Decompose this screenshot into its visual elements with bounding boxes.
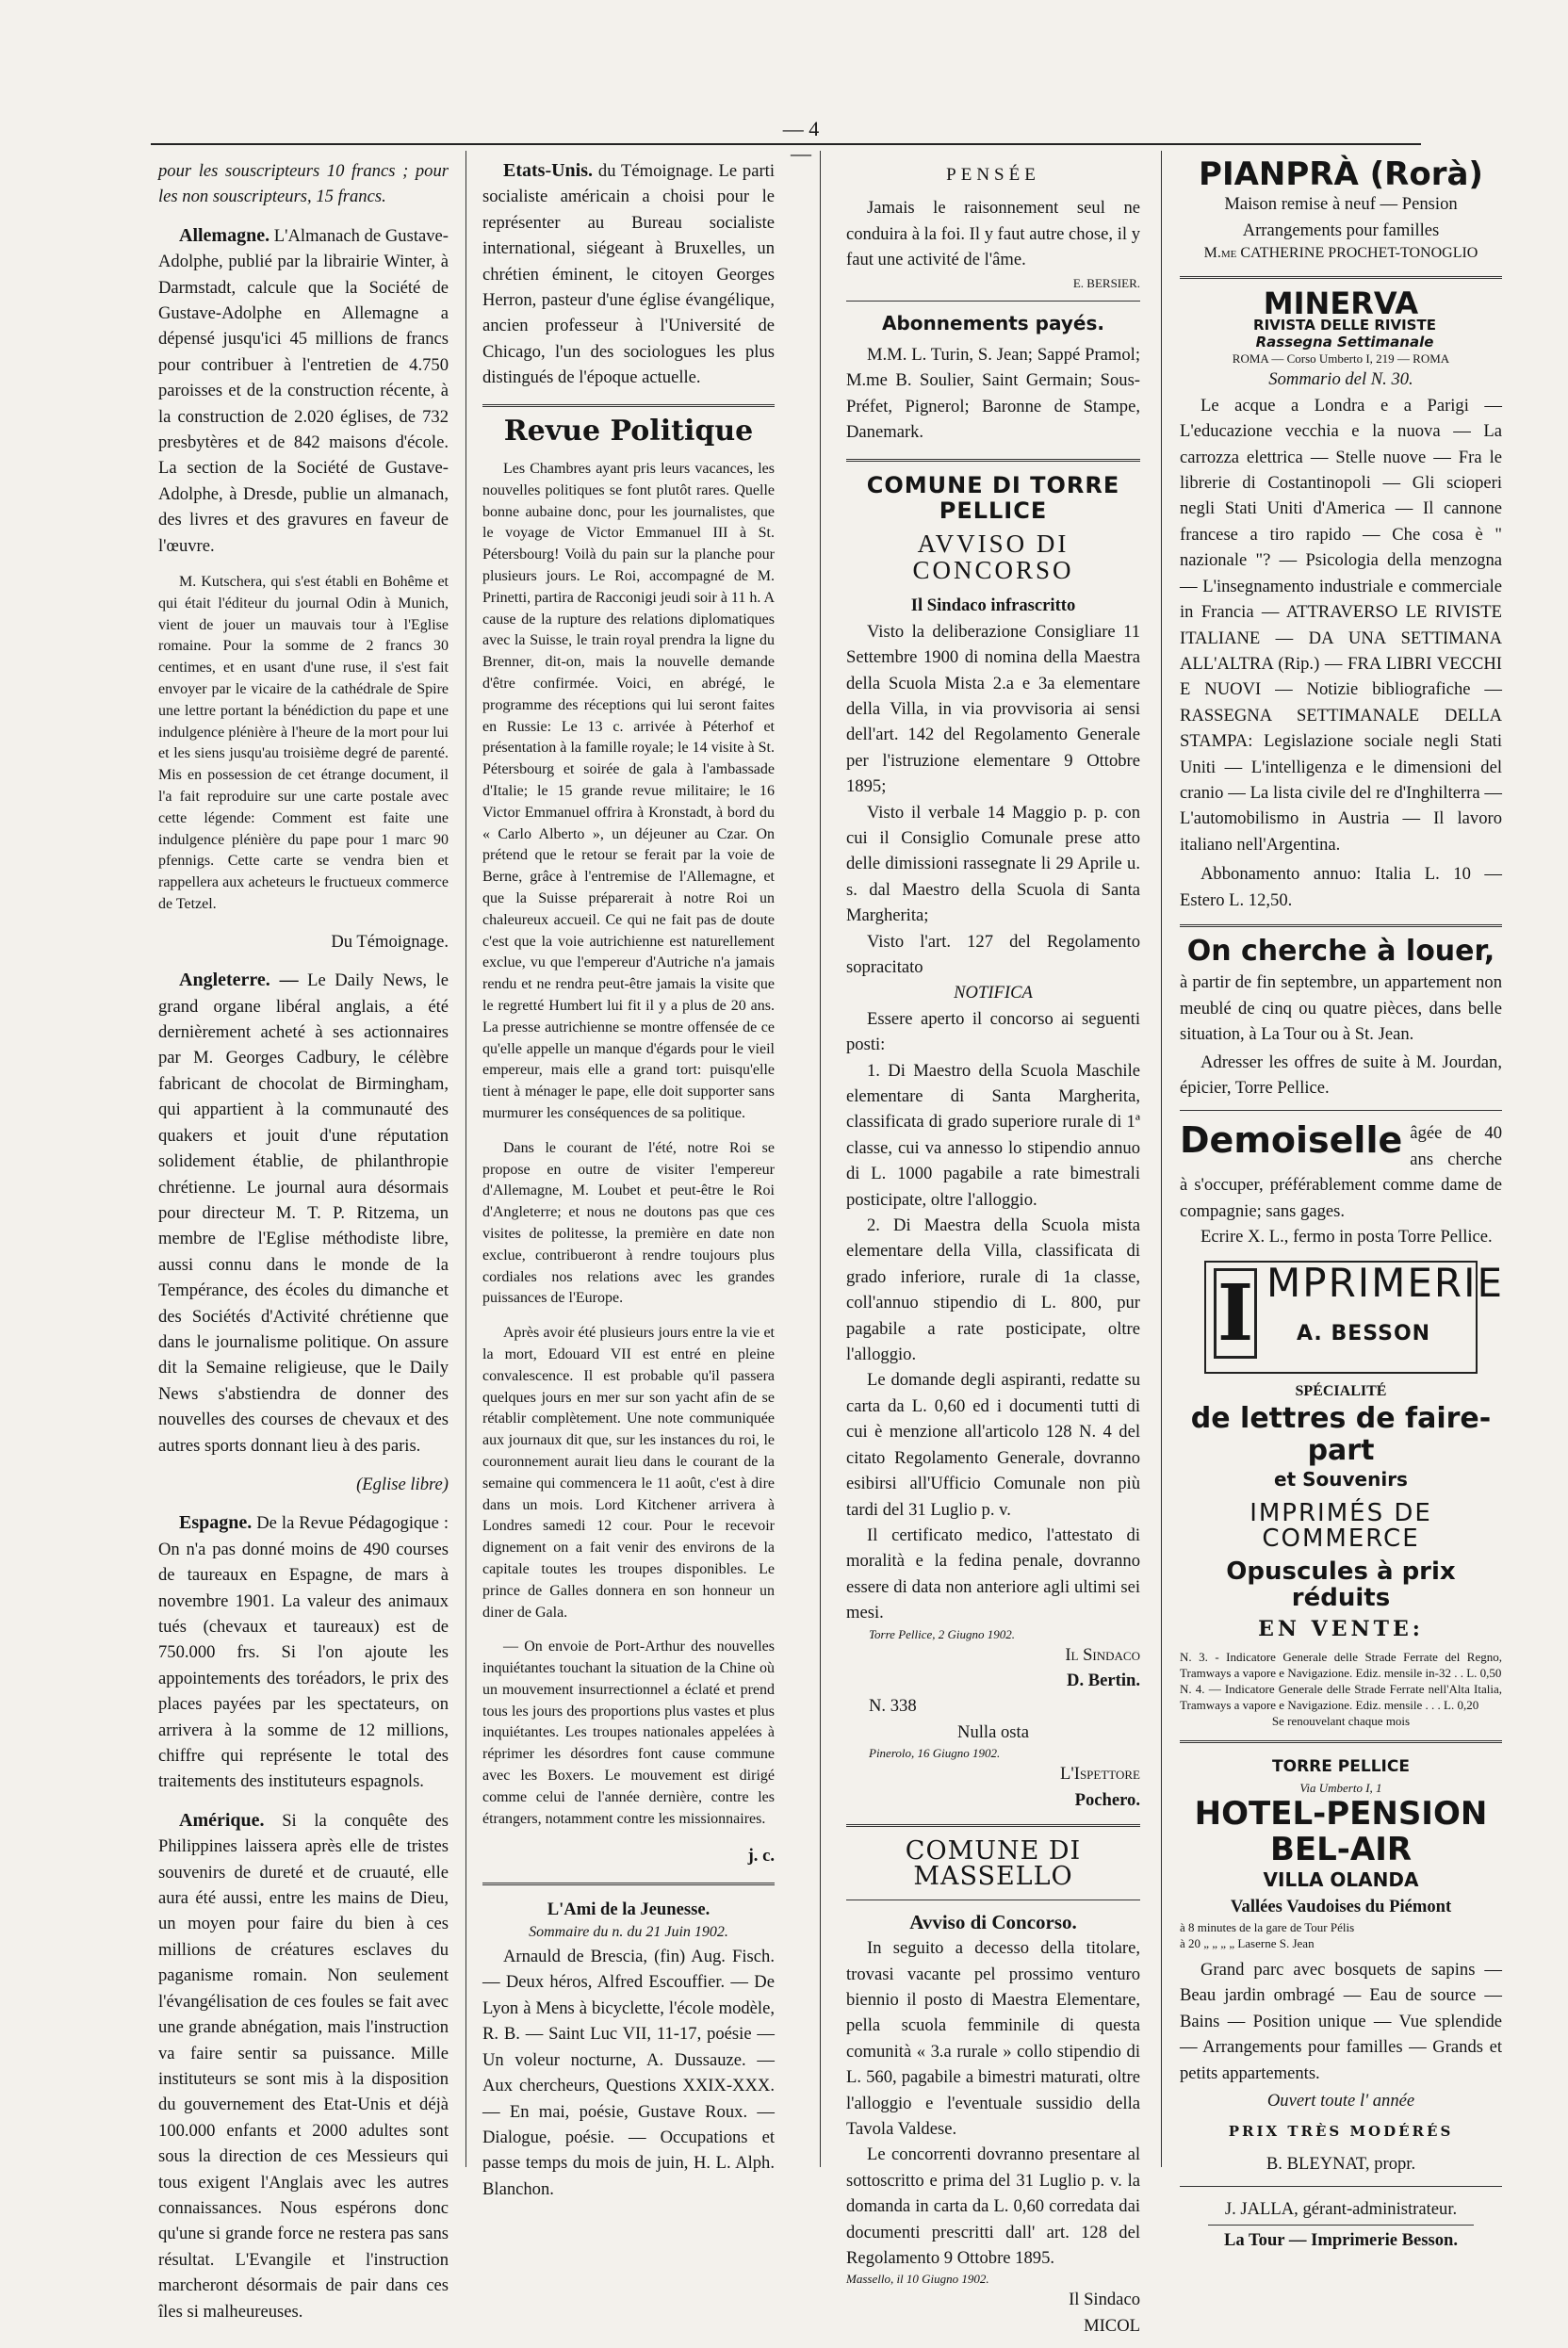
imprimerie-name: A. BESSON [1297,1322,1431,1346]
ami-date: Sommaire du n. du 21 Juin 1902. [529,1924,728,1941]
ispettore-label: L'Ispettore [1060,1764,1140,1785]
avviso-paragraph: Visto il verbale 14 Maggio p. p. con cui il Consiglio Comunale prese atto delle dimissioni rassegnate li 29 Aprile u. s. dal Maestro della Scuola di Santa Margherita; [846,802,1140,926]
sindaco-label: Il Sindaco [1065,1644,1140,1665]
revue-signature: j. c. [747,1846,775,1867]
ad-minerva-title: MINERVA [1263,285,1419,322]
avviso-paragraph: 2. Di Maestra della Scuola mista elementare della Villa, classificata di grado inferiore, rurale di 1a classe, coll'annuo stipendio di L. 800, pur pagabile a rate posticipate, oltre l'alloggio. [846,1215,1140,1365]
column-divider [820,151,821,2167]
massello-avviso-title: Avviso di Concorso. [909,1910,1077,1933]
ad-opuscules: Opuscules à prix réduits [1226,1557,1456,1612]
article-allemagne: Allemagne. L'Almanach de Gustave-Adolphe, publié par la librairie Winter, à Darmstadt, calcule que la Société de Gustave-Adolphe en Allemagne a dépensé jusqu'ici 45 millions de francs pour contribuer à l'entretien de 4.750 paroisses et de la construction récente, à la construction de 2.020 églises, de 732 presbytères et de 842 maisons d'école. La section de la Société de Gustave-Adolphe, à Dresde, publie un almanach, des livres et des gravures en faveur de l'œuvre. [158,224,449,556]
ad-pianpra-title: PIANPRÀ (Rorà) [1199,155,1483,193]
ad-hotel-prices: PRIX TRÈS MODÉRÉS [1228,2123,1454,2141]
article-keyword: Etats-Unis. [503,160,594,181]
page-number: — 4 — [782,117,820,165]
section-rule [1180,924,1502,927]
sindaco-name: D. Bertin. [1067,1670,1140,1690]
revue-paragraph: Après avoir été plusieurs jours entre la vie et la mort, Edouard VII est entré en pleine convalescence. Il est probable qu'il passera quelques jours en mer sur son yacht afin de se rétablir complètement. Une note communiquée aux journaux dit que, sur les instances du roi, le couronnement aurait lieu dans le courant de la semaine qui commencera le 11 août, c'est à dire dans un mois. Lord Kitchener arrivera à Londres samedi 12 cour. Pour le recevoir dignement on a fait venir des environs de la capitale toutes les troupes disponibles. Le prince de Galles donnera en son honneur un diner de Gala. [482,1325,775,1621]
section-rule [482,1883,775,1885]
article-keyword: Angleterre. — [179,970,299,991]
avviso-number: N. 338 [869,1696,917,1717]
ad-hotel-region: Vallées Vaudoises du Piémont [1230,1896,1452,1916]
ad-en-vente: EN VENTE: [1258,1617,1424,1642]
massello-sindaco-name: MICOL [1084,2315,1140,2336]
ad-demoiselle-title: Demoiselle [1180,1119,1403,1162]
ad-demoiselle-body: âgée de 40 ans cherche à s'occuper, préférablement comme dame de compagnie; sans gages. [1180,1123,1502,1221]
ad-hotel-street: Via Umberto I, 1 [1299,1781,1382,1796]
ami-summary: Arnauld de Brescia, (fin) Aug. Fisch. — Deux héros, Alfred Escouffier. — De Lyon à Mens à bicyclette, l'école modèle, R. B. — Saint Luc VII, 11-17, poésie — Un voleur nocturne, A. Dussauze. — Aux chercheurs, Questions XXIX-XXX. — En mai, poésie, Gustave Roux. — Dialogue, poésie. — Occupations et passe temps du mois de juin, H. L. Alph. Blanchon. [482,1947,775,2199]
ad-souvenirs: et Souvenirs [1274,1468,1408,1492]
section-rule [1180,1740,1502,1743]
column-2 [482,158,775,2215]
section-title-revue-politique: Revue Politique [503,414,754,448]
ad-hotel-open: Ouvert toute l' année [1266,2090,1415,2111]
article-keyword: Espagne. [179,1512,253,1534]
avviso-paragraph: Il certificato medico, l'attestato di moralità e la fedina penale, dovranno essere di data non anteriore agli ultimi sei mesi. [846,1525,1140,1623]
pensee-title: PENSÉE [946,165,1040,185]
revue-paragraph: Les Chambres ayant pris leurs vacances, les nouvelles politiques se font plutôt rares. Quelle bonne aubaine donc, pour les journalistes, que le voyage de Victor Emmanuel III à St. Pétersbourg! Voilà du pain sur la planche pour plusieurs jours. Le Roi, accompagné de M. Prinetti, partira de Racconigi jeudi soir à 11 h. A cause de la rupture des relations diplomatiques avec la Suisse, le train royal prendra la ligne du Brenner, dit-on, mais la nouvelle demande d'être confirmée. Voici, en abrégé, le programme des réceptions qui lui seront faites en Russie: Le 13 c. arrivée à Péterhof et présentation à la famille royale; le 14 visite à St. Pétersbourg et soirée de gala à l'ambassade d'Italie; le 15 grande revue militaire; le 16 Victor Emmanuel offrira à Kronstadt, à bord du « Carlo Alberto », un déjeuner au Czar. On prétend que le retour se ferait par la voie de Berne, grâce à l'entremise de l'Allemagne, et que la Suisse préparerait à notre Roi un chaleureux accueil. Ce qui ne fait pas de doute c'est que la voie autrichienne est naturellement exclue, vu que l'empereur d'Autriche n'a jamais rendu et ne rendra peut-être jamais la visite que le regretté Humbert lui fit il y a plus de 20 ans. La presse autrichienne se montre offensée de ce qu'elle appelle un manque d'égards pour le vieil empereur, mais elle a grand tort: puisqu'elle tient à ménager le pape, elle doit supporter sans murmurer les conséquences de sa politique. [482,461,775,1121]
ad-hotel-distance: à 20 „ „ „ „ Laserne S. Jean [1180,1935,1315,1950]
ad-vente-item: N. 3. - Indicatore Generale delle Strade Ferrate del Regno, Tramways a vapore e Navigazione. Ediz. mensile in-32 . . L. 0,50 [1180,1649,1502,1680]
ad-imprimes: IMPRIMÉS DE COMMERCE [1250,1498,1432,1554]
ad-demoiselle [1180,1120,1502,1224]
abonnements-list: M.M. L. Turin, S. Jean; Sappé Pramol; M.me B. Soulier, Saint Germain; Sous-Préfet, Pignerol; Baronne de Stampe, Danemark. [846,345,1140,443]
comune-massello-title: COMUNE DI MASSELLO [905,1835,1082,1892]
massello-sindaco-label: Il Sindaco [1069,2290,1140,2310]
notifica-heading: NOTIFICA [954,983,1033,1003]
ad-minerva-address: ROMA — Corso Umberto I, 219 — ROMA [1232,351,1450,367]
ad-minerva-subtitle: RIVISTA DELLE RIVISTE Rassegna Settimanale [1253,317,1436,351]
abonnements-title: Abonnements payés. [882,311,1104,334]
ad-lettres: de lettres de faire-part [1190,1402,1492,1468]
ad-hotel-title: HOTEL-PENSION BEL-AIR [1194,1795,1488,1869]
ad-hotel-town: TORRE PELLICE [1272,1756,1410,1776]
comune-torre-title: COMUNE DI TORRE PELLICE [866,471,1120,525]
article-espagne: Espagne. De la Revue Pédagogique : On n'a pas donné moins de 490 courses de taureaux en Espagne, de mars à novembre 1901. La valeur des animaux tués (chevaux et taureaux) est de 750.000 frs. Si l'on ajoute les appointements des toréadors, le prix des places payées par les spectateurs, on arrivera à la somme de 12 millions, chiffre qui représente le total des traitements des instituteurs espagnols. [158,1512,449,1792]
ad-pianpra-body: Maison remise à neuf — Pension Arrangements pour familles [1224,194,1458,240]
ad-louer-body: à partir de fin septembre, un appartement non meublé de cinq ou quatre pièces, dans belle situation, à La Tour ou à St. Jean. [1180,972,1502,1045]
section-rule [846,301,1140,302]
article-kutschera: M. Kutschera, qui s'est établi en Bohême et qui était l'éditeur du journal Odin à Munich, vient de jouer un mauvais tour à l'Eglise romaine. Pour la somme de 2 francs 30 centimes, et en usant d'une ruse, il s'est fait envoyer par le vicaire de la cathédrale de Spire une lettre portant la bénédiction du pape et une indulgence plénière à l'heure de la mort pour lui et les siens jusqu'au troisième degré de parenté. Mis en possession de cet étrange document, il l'a fait reproduire sur une carte postale avec cette légende: Comment est faite une indulgence plénière du pape pour 1 marc 90 pfennigs. Cette carte se vendra bien et rappellera aux acheteurs le fructueux commerce de Tetzel. [158,574,449,913]
avviso-title: AVVISO DI CONCORSO [912,530,1074,584]
ad-vente-note: Se renouvelant chaque mois [1271,1713,1411,1728]
pinerolo-date: Pinerolo, 16 Giugno 1902. [869,1746,1001,1761]
ad-louer-address: Adresser les offres de suite à M. Jourdan, épicier, Torre Pellice. [1180,1052,1502,1099]
avviso-paragraph: Essere aperto il concorso ai seguenti posti: [846,1008,1140,1055]
ad-minerva-body: Le acque a Londra e a Parigi — L'educazione vecchia e la nuova — La carrozza elettrica — Stelle nuove — Fra le librerie di Costantinopoli — Gli scioperi negli Stati Uniti d'America — Il cannone francese a tiro rapido — Che cosa è " nazionale "? — Psicologia della menzogna — L'insegnamento industriale e commerciale in Francia — ATTRAVERSO LE RIVISTE ITALIANE — DA UNA SETTIMANA ALL'ALTRA (Rip.) — FRA LIBRI VECCHI E NUOVI — Notizie bibliografiche — RASSEGNA SETTIMANALE DELLA STAMPA: Legislazione sociale negli Stati Uniti — L'intelligenza e le dimensioni del cranio — La lista civile del re d'Inghilterra — L'automobilismo in Austria — Il lavoro italiano nell'Argentina. [1180,395,1502,855]
ad-louer-title: On cherche à louer, [1186,934,1495,968]
article-angleterre: Angleterre. — Le Daily News, le grand organe libéral anglais, a été dernièrement acheté à ses actionnaires par M. Georges Cadbury, le célèbre fabricant de chocolat de Birmingham, qui appartient à la communauté des quakers et jouit d'une réputation solidement établie, de philanthropie chrétienne. Le journal aura désormais pour directeur M. T. P. Ritzema, un membre de l'Eglise méthodiste libre, aussi connu dans le monde de la Tempérance, des écoles du dimanche et des Sociétés d'Activité chrétienne que dans le journalisme politique. On assure dit la Semaine religieuse, que le Daily News s'abstiendra de donner des nouvelles des courses de chevaux et des autres sports donnant lieu à des paris. [158,970,449,1456]
column-3 [846,158,1140,2339]
ad-demoiselle-address: Ecrire X. L., fermo in posta Torre Pellice. [1200,1227,1493,1247]
ad-minerva-sommario: Sommario del N. 30. [1268,369,1413,390]
section-rule [1208,2225,1474,2226]
ad-minerva-price: Abbonamento annuo: Italia L. 10 — Estero L. 12,50. [1180,864,1502,910]
article-keyword: Amérique. [179,1809,265,1831]
imprimerie-initial: I [1214,1268,1257,1359]
ad-imprimerie-banner [1204,1260,1505,1374]
pensee-author: E. BERSIER. [1072,275,1140,290]
pensee-text: Jamais le raisonnement seul ne conduira à la foi. Il y faut autre chose, il y faut une activité de l'âme. [846,198,1140,270]
article-keyword: Allemagne. [179,224,270,246]
column-4 [1180,155,1505,2253]
massello-paragraph: In seguito a decesso della titolare, trovasi vacante pel prossimo venturo biennio il posto di Maestra Elementare, pella scuola femminile di questa comunità « 3.a rurale » collo stipendio di L. 560, pagabile a bimestri maturati, oltre l'alloggio e l'eventuale sussidio della Tavola Valdese. [846,1938,1140,2140]
nulla-osta: Nulla osta [957,1721,1029,1742]
avviso-paragraph: Visto la deliberazione Consigliare 11 Settembre 1900 di nomina della Maestra della Scuola Mista 2.a e 3a elementare della Villa, in via provvisoria ai sensi dell'art. 142 del Regolamento Generale per l'istruzione elementare 9 Ottobre 1895; [846,621,1140,797]
section-rule [1180,1110,1502,1111]
avviso-paragraph: Visto l'art. 127 del Regolamento sopracitato [846,931,1140,977]
avviso-paragraph: 1. Di Maestro della Scuola Maschile elementare di Santa Margherita, classificata di grado superiore rurale di 1ª classe, cui va annesso lo stipendio annuo di L. 1000 pagabile a rate bimestrali posticipate, oltre l'alloggio. [846,1060,1140,1210]
subscription-note: pour les souscripteurs 10 francs ; pour les non souscripteurs, 15 francs. [158,161,449,207]
section-rule [846,1824,1140,1827]
ami-title: L'Ami de la Jeunesse. [547,1899,710,1919]
article-source: (Eglise libre) [356,1474,449,1494]
section-rule [482,404,775,407]
ad-minerva-header [1180,285,1502,351]
ispettore-name: Pochero. [1074,1789,1140,1810]
ad-hotel-villa: VILLA OLANDA [1263,1868,1419,1892]
ad-pianpra-owner: M.me CATHERINE PROCHET-TONOGLIO [1203,245,1478,262]
massello-date: Massello, il 10 Giugno 1902. [846,2272,989,2287]
ad-hotel-body: Grand parc avec bosquets de sapins — Beau jardin ombragé — Eau de source — Bains — Position unique — Vue splendide — Arrangements pour familles — Grands et petits appartements. [1180,1959,1502,2083]
ad-hotel-owner: B. BLEYNAT, propr. [1266,2153,1416,2174]
imprimerie-word: MPRIMERIE [1266,1260,1505,1307]
ad-specialite: SPÉCIALITÉ [1295,1383,1387,1400]
ad-vente-item: N. 4. — Indicatore Generale delle Strade Ferrate nell'Alta Italia, Tramways a vapore e Navigazione. Ediz. mensile . . . L. 0,20 [1180,1681,1502,1712]
column-1 [158,158,449,2338]
section-rule [1180,2186,1502,2187]
avviso-paragraph: Le domande degli aspiranti, redatte su carta da L. 0,60 ed i documenti tutti di cui è menzione all'articolo 128 N. 4 del citato Regolamento Generale, dovranno esibirsi all'Ufficio Comunale non più tardi del 31 Luglio p. v. [846,1370,1140,1520]
revue-paragraph: Dans le courant de l'été, notre Roi se propose en outre de visiter l'empereur d'Allemagne, M. Loubet et peut-être le Roi d'Angleterre; et nous ne doutons pas que ces visites de politesse, la première en date non exclue, contribueront à rendre toujours plus cordiales nos relations avec les grandes puissances de l'Europe. [482,1139,775,1307]
massello-paragraph: Le concorrenti dovranno presentare al sottoscritto e prima del 31 Luglio p. v. la domanda in carta da L. 0,60 corredata dai documenti prescritti dall' art. 128 del Regolamento 9 Ottobre 1895. [846,2144,1140,2269]
article-source: Du Témoignage. [331,931,449,952]
footer-printer: La Tour — Imprimerie Besson. [1223,2229,1459,2250]
sindaco-heading: Il Sindaco infrascritto [910,595,1076,616]
column-divider [1161,151,1162,2167]
avviso-date: Torre Pellice, 2 Giugno 1902. [869,1626,1016,1641]
header-rule [151,143,1421,145]
section-rule [846,459,1140,462]
ad-hotel-distance: à 8 minutes de la gare de Tour Pélis [1180,1919,1355,1934]
article-amerique: Amérique. Si la conquête des Philippines laissera après elle de tristes souvenirs de dureté et de cruauté, elle aura été aussi, entre les mains de Dieu, un moyen pour faire du bien à ces millions de créatures esclaves du paganisme romain. Non seulement l'évangélisation de ces foules se fait avec une grande abnégation, mais l'instruction va faire sentir sa puissance. Mille instituteurs se sont mis à la disposition du gouvernement des Etat-Unis et déjà 100.000 enfants et 2000 adultes sont sous la direction de ces Messieurs qui tous exigent l'Anglais avec les autres connaissances. Nous espérons donc qu'une si grande force ne restera pas sans résultat. L'Evangile et l'instruction marcheront désormais de pair dans ces îles si malheureuses. [158,1809,449,2322]
section-rule [1180,276,1502,279]
revue-paragraph: — On envoie de Port-Arthur des nouvelles inquiétantes touchant la situation de la Chine où un mouvement insurrectionnel a éclaté et prend tous les jours des proportions plus vastes et plus inquiétantes. Les troupes nationales appelées à réprimer les désordres font cause commune avec les Boxers. Le mouvement est dirigé comme celui de l'année dernière, contre les étrangers, notamment contre les missionnaires. [482,1639,775,1827]
footer-manager: J. JALLA, gérant-administrateur. [1224,2199,1458,2220]
article-etats-unis: Etats-Unis. du Témoignage. Le parti socialiste américain a choisi pour le représenter au Bureau socialiste international, siégeant à Bruxelles, un chrétien éminent, le citoyen Georges Herron, pasteur d'une église évangélique, ancien professeur à l'Université de Chicago, l'un des sociologues les plus distingués de l'époque actuelle. [482,160,776,388]
